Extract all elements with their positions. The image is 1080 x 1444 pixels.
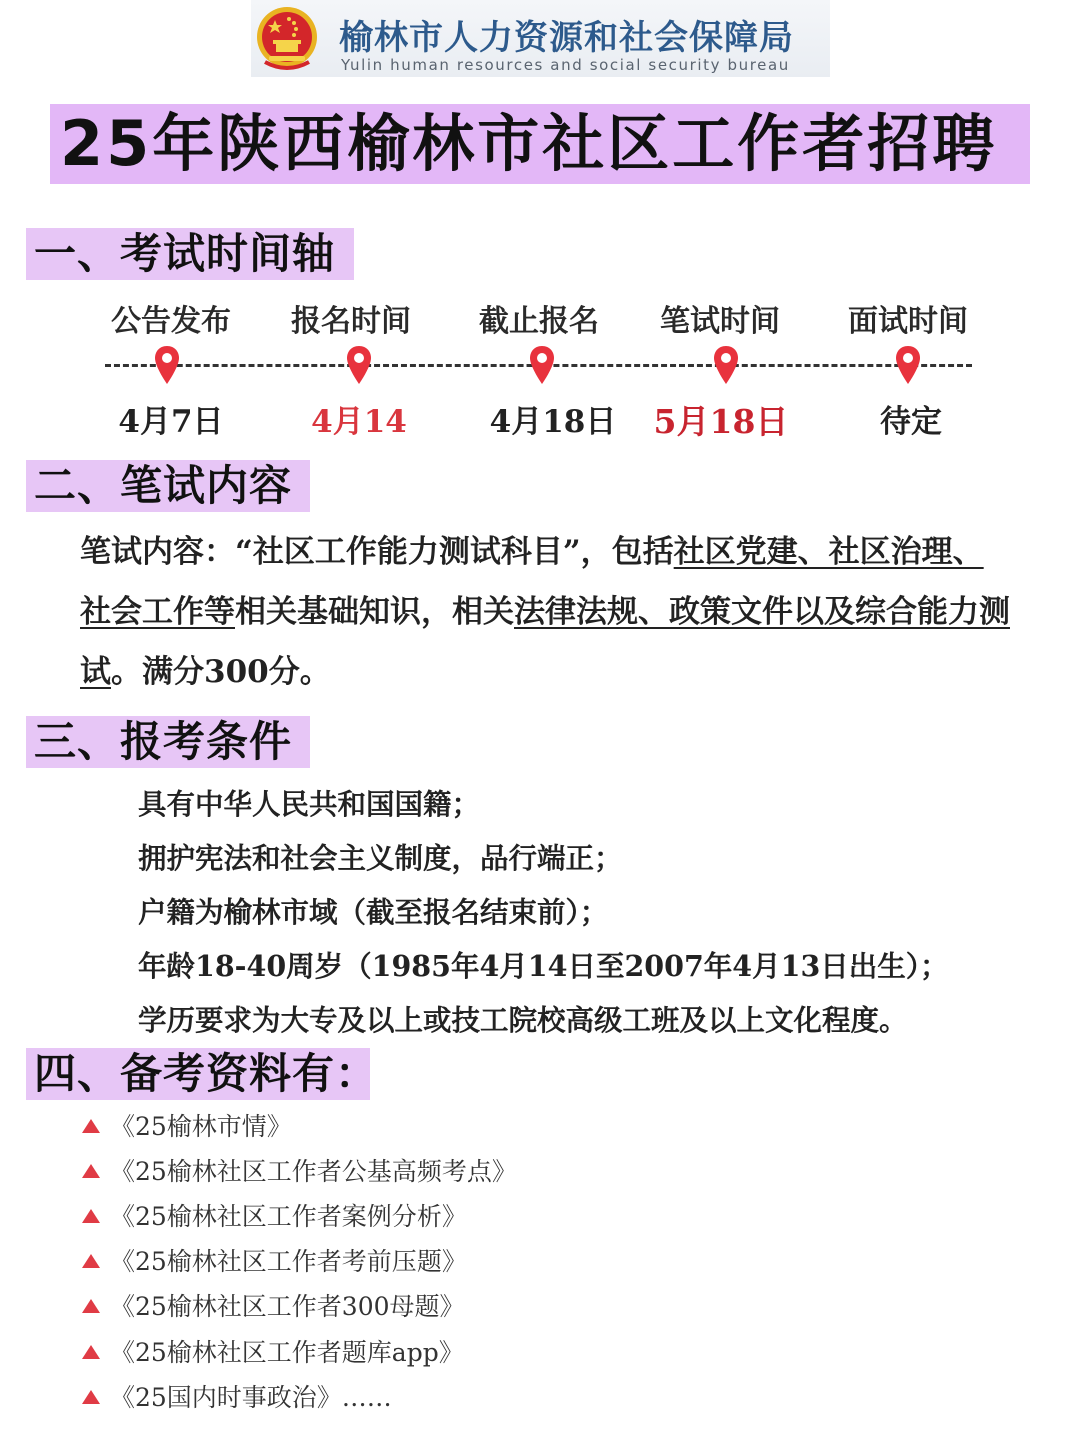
- paragraph-text: 相关基础知识，相关: [235, 594, 514, 630]
- timeline-date-2: 4月14: [311, 404, 407, 440]
- triangle-bullet-icon: [82, 1209, 100, 1223]
- material-item: [82, 1290, 465, 1324]
- location-pin-icon: [154, 345, 180, 385]
- material-label: 《25榆林社区工作者题库app》: [110, 1338, 464, 1367]
- underlined-text: 社区党建、社区治理、社会工作等: [80, 534, 984, 630]
- bureau-name-cn: 榆林市人力资源和社会保障局: [339, 18, 794, 58]
- condition-item: 拥护宪法和社会主义制度，品行端正；: [138, 841, 623, 875]
- timeline-date-3: 4月18日: [489, 404, 617, 440]
- material-label: 《25榆林社区工作者案例分析》: [110, 1202, 467, 1231]
- timeline-label-5: 面试时间: [848, 304, 968, 339]
- bureau-name-en: Yulin human resources and social security bureau: [341, 56, 790, 74]
- condition-item: 具有中华人民共和国国籍；: [138, 787, 481, 821]
- underlined-text: 法律法规、政策文件以及综合能力测试: [80, 594, 1010, 690]
- location-pin-icon: [346, 345, 372, 385]
- timeline-label-1: 公告发布: [111, 304, 231, 339]
- material-label: 《25榆林社区工作者300母题》: [110, 1292, 465, 1321]
- timeline-date-1: 4月7日: [118, 404, 224, 440]
- condition-item: 年龄18-40周岁（1985年4月14日至2007年4月13日出生）；: [138, 949, 949, 983]
- timeline-date-5: 待定: [880, 404, 942, 440]
- material-label: 《25榆林市情》: [110, 1112, 292, 1141]
- timeline-label-4: 笔试时间: [660, 304, 780, 339]
- triangle-bullet-icon: [82, 1119, 100, 1133]
- triangle-bullet-icon: [82, 1345, 100, 1359]
- material-label: 《25榆林社区工作者公基高频考点》: [110, 1157, 517, 1186]
- paragraph-text: 笔试内容：“社区工作能力测试科目”，包括: [80, 534, 674, 570]
- location-pin-icon: [529, 345, 555, 385]
- material-item: [82, 1381, 392, 1415]
- material-label: 《25榆林社区工作者考前压题》: [110, 1247, 467, 1276]
- section-1-heading: 一、考试时间轴: [34, 229, 336, 278]
- location-pin-icon: [713, 345, 739, 385]
- material-item: [82, 1155, 517, 1189]
- triangle-bullet-icon: [82, 1164, 100, 1178]
- material-item: [82, 1200, 467, 1234]
- written-exam-paragraph: [80, 522, 1010, 702]
- header-banner: [251, 0, 830, 77]
- paragraph-text: 。满分300分。: [111, 654, 331, 690]
- national-emblem-icon: [255, 4, 319, 72]
- triangle-bullet-icon: [82, 1390, 100, 1404]
- material-item: [82, 1245, 467, 1279]
- section-4-heading: 四、备考资料有：: [34, 1049, 379, 1098]
- condition-item: 户籍为榆林市域（截至报名结束前）；: [138, 895, 609, 929]
- material-item: [82, 1336, 464, 1370]
- material-label: 《25国内时事政治》……: [110, 1383, 392, 1412]
- timeline-label-3: 截止报名: [479, 304, 599, 339]
- condition-item: 学历要求为大专及以上或技工院校高级工班及以上文化程度。: [138, 1003, 908, 1037]
- triangle-bullet-icon: [82, 1254, 100, 1268]
- location-pin-icon: [895, 345, 921, 385]
- section-2-heading: 二、笔试内容: [34, 461, 293, 510]
- timeline-date-4: 5月18日: [653, 402, 789, 441]
- timeline-label-2: 报名时间: [291, 304, 411, 339]
- section-3-heading: 三、报考条件: [34, 717, 293, 766]
- triangle-bullet-icon: [82, 1299, 100, 1313]
- page-title: 25年陕西榆林市社区工作者招聘: [60, 107, 998, 180]
- material-item: [82, 1110, 292, 1144]
